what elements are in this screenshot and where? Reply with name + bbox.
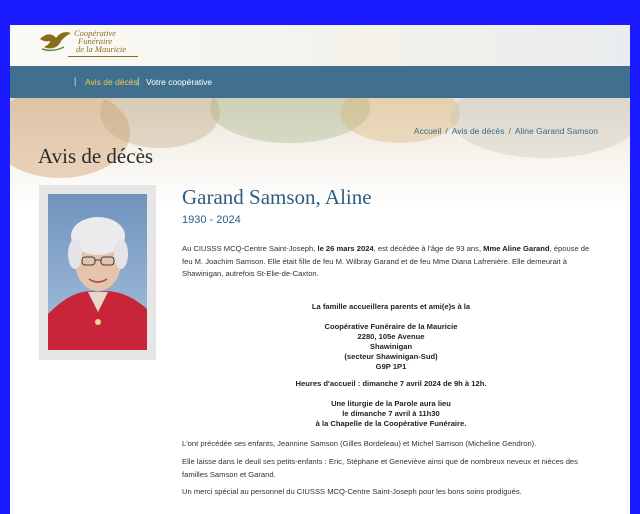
venue-line: Shawinigan [369, 342, 413, 351]
survivors-text: Elle laisse dans le deuil ses petits-enfants : Eric, Stéphane et Geneviève ainsi que de nombreux neveux et nièces des familles Samson et Garand. [182, 457, 578, 479]
portrait-photo [48, 194, 147, 350]
nav-item-avis-de-deces[interactable]: Avis de décès [85, 77, 138, 87]
nav-item-votre-cooperative[interactable]: Votre coopérative [146, 77, 213, 87]
thanks-text: Un merci spécial au personnel du CIUSSS MCQ-Centre Saint-Joseph pour les bons soins prodigués. [182, 487, 522, 496]
intro-text: , épouse de feu M. Joachim Samson. Elle était fille de feu M. Wilbray Garand et de feu Mme Diana Lafrenière. Elle demeurait à Shawinigan, autrefois St-Elie-de-Caxton. [182, 244, 590, 278]
visiting-hours [182, 379, 600, 389]
site-header [10, 25, 630, 66]
predeceased-text: L'ont précédée ses enfants, Jeannine Samson (Gilles Bordeleau) et Michel Samson (Micheline Gendron). [182, 439, 537, 448]
portrait-card [39, 185, 156, 360]
breadcrumb-home[interactable]: Accueil [413, 126, 442, 136]
breadcrumb-current[interactable]: Aline Garand Samson [514, 126, 598, 136]
intro-text: Au CIUSSS MCQ-Centre Saint-Joseph, [182, 244, 318, 253]
hero-foliage [340, 98, 460, 143]
family-line-text: La famille accueillera parents et ami(e)s à la [311, 302, 471, 311]
nav-separator: | [74, 76, 77, 86]
intro-text: , est décédée à l'âge de 93 ans, [373, 244, 484, 253]
page-frame [10, 25, 630, 514]
venue-line: G9P 1P1 [375, 362, 407, 371]
logo-text-line1: Coopérative [74, 28, 117, 38]
page-title: Avis de décès [38, 144, 154, 168]
venue-address [182, 322, 600, 372]
logo-text-line2: Funéraire [78, 36, 113, 46]
logo-text-line3: de la Mauricie [76, 44, 127, 54]
dove-icon [38, 29, 72, 53]
venue-line: 2280, 105e Avenue [357, 332, 425, 341]
venue-line: Coopérative Funéraire de la Mauricie [324, 322, 458, 331]
breadcrumb-section[interactable]: Avis de décès [451, 126, 505, 136]
nav-separator: | [137, 76, 140, 86]
logo-underline [68, 56, 138, 57]
breadcrumb: Accueil / Avis de décès / Aline Garand Samson [413, 126, 598, 136]
liturgy-line: Une liturgie de la Parole aura lieu [331, 399, 451, 408]
deceased-name: Garand Samson, Aline [182, 185, 372, 209]
main-nav [10, 66, 630, 98]
site-logo[interactable] [38, 27, 148, 63]
liturgy-info [182, 399, 600, 429]
deceased-years: 1930 - 2024 [182, 214, 241, 226]
liturgy-line: à la Chapelle de la Coopérative Funéraire. [315, 419, 467, 428]
visiting-hours-text: Heures d'accueil : dimanche 7 avril 2024 de 9h à 12h. [295, 379, 487, 388]
family-reception-line [182, 302, 600, 312]
liturgy-line: le dimanche 7 avril à 11h30 [342, 409, 440, 418]
deceased-full-name: Mme Aline Garand [483, 244, 550, 253]
venue-line: (secteur Shawinigan-Sud) [344, 352, 438, 361]
obituary-intro [182, 243, 600, 281]
death-date: le 26 mars 2024 [317, 244, 374, 253]
portrait-image [48, 194, 147, 350]
